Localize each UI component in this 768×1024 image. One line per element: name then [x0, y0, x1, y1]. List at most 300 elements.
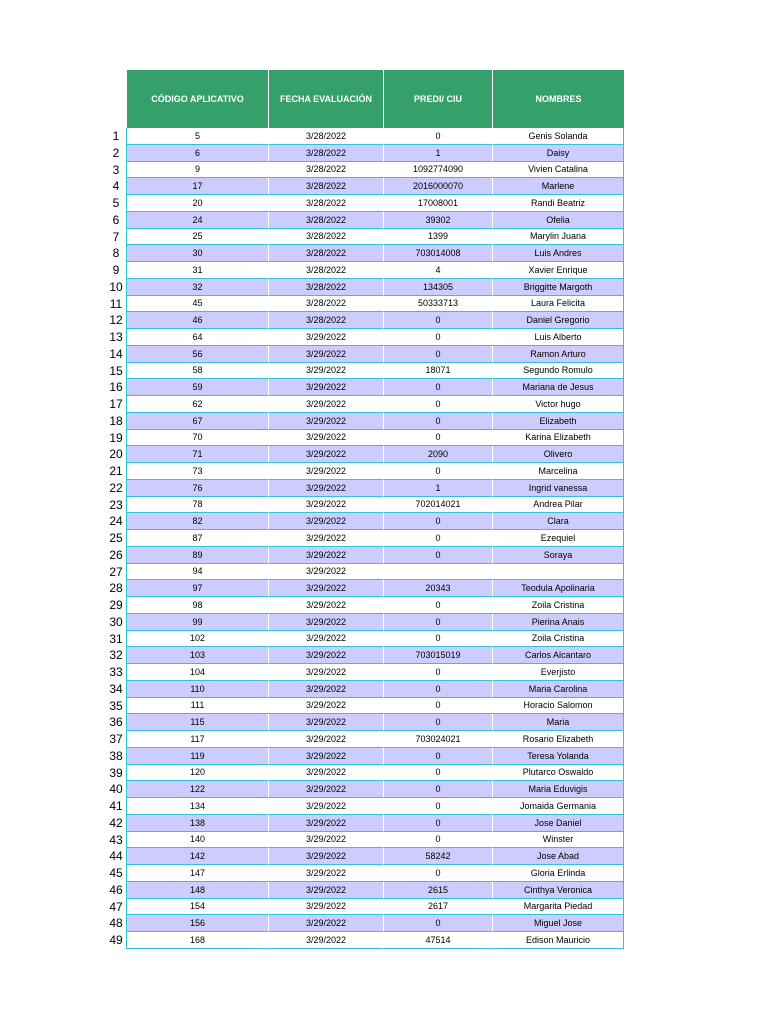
table-row[interactable]: [106, 848, 624, 865]
cell-nombre[interactable]: Miguel Jose: [493, 915, 624, 932]
table-row[interactable]: [106, 815, 624, 832]
cell-fecha-evaluacion[interactable]: 3/29/2022: [269, 580, 384, 597]
cell-nombre[interactable]: Marylin Juana: [493, 229, 624, 246]
cell-fecha-evaluacion[interactable]: 3/28/2022: [269, 162, 384, 179]
table-row[interactable]: [106, 614, 624, 631]
cell-codigo-aplicativo[interactable]: 64: [127, 329, 269, 346]
cell-codigo-aplicativo[interactable]: 70: [127, 430, 269, 447]
cell-fecha-evaluacion[interactable]: 3/29/2022: [269, 480, 384, 497]
table-row[interactable]: [106, 781, 624, 798]
cell-codigo-aplicativo[interactable]: 147: [127, 865, 269, 882]
table-row[interactable]: [106, 631, 624, 648]
cell-codigo-aplicativo[interactable]: 138: [127, 815, 269, 832]
cell-predi-ciu[interactable]: 0: [384, 714, 493, 731]
row-number: 18: [106, 413, 127, 430]
cell-fecha-evaluacion[interactable]: 3/28/2022: [269, 229, 384, 246]
cell-nombre[interactable]: Vivien Catalina: [493, 162, 624, 179]
cell-codigo-aplicativo[interactable]: 115: [127, 714, 269, 731]
cell-codigo-aplicativo[interactable]: 89: [127, 547, 269, 564]
cell-predi-ciu[interactable]: 0: [384, 413, 493, 430]
cell-fecha-evaluacion[interactable]: 3/29/2022: [269, 413, 384, 430]
table-body: [106, 128, 624, 949]
cell-nombre[interactable]: Luis Alberto: [493, 329, 624, 346]
table-row[interactable]: [106, 480, 624, 497]
cell-fecha-evaluacion[interactable]: 3/29/2022: [269, 848, 384, 865]
row-number: 33: [106, 664, 127, 681]
cell-fecha-evaluacion[interactable]: 3/29/2022: [269, 513, 384, 530]
cell-predi-ciu[interactable]: 2615: [384, 882, 493, 899]
cell-codigo-aplicativo[interactable]: 102: [127, 631, 269, 648]
cell-fecha-evaluacion[interactable]: 3/29/2022: [269, 664, 384, 681]
cell-predi-ciu[interactable]: 134305: [384, 279, 493, 296]
cell-predi-ciu[interactable]: 2090: [384, 446, 493, 463]
cell-fecha-evaluacion[interactable]: 3/28/2022: [269, 296, 384, 313]
row-number: 34: [106, 681, 127, 698]
row-number: 26: [106, 547, 127, 564]
cell-codigo-aplicativo[interactable]: 103: [127, 647, 269, 664]
cell-predi-ciu[interactable]: 0: [384, 379, 493, 396]
cell-predi-ciu[interactable]: 0: [384, 614, 493, 631]
row-number: 11: [106, 296, 127, 313]
cell-codigo-aplicativo[interactable]: 78: [127, 497, 269, 514]
cell-codigo-aplicativo[interactable]: 46: [127, 312, 269, 329]
cell-codigo-aplicativo[interactable]: 98: [127, 597, 269, 614]
row-number: 48: [106, 915, 127, 932]
row-number: 25: [106, 530, 127, 547]
cell-predi-ciu[interactable]: 0: [384, 781, 493, 798]
cell-predi-ciu[interactable]: 18071: [384, 363, 493, 380]
cell-predi-ciu[interactable]: 39302: [384, 212, 493, 229]
cell-codigo-aplicativo[interactable]: 62: [127, 396, 269, 413]
cell-fecha-evaluacion[interactable]: 3/29/2022: [269, 497, 384, 514]
cell-codigo-aplicativo[interactable]: 148: [127, 882, 269, 899]
cell-predi-ciu[interactable]: 0: [384, 765, 493, 782]
table-row[interactable]: [106, 329, 624, 346]
cell-nombre[interactable]: Ofelia: [493, 212, 624, 229]
row-number: 39: [106, 765, 127, 782]
row-number: 29: [106, 597, 127, 614]
cell-fecha-evaluacion[interactable]: 3/28/2022: [269, 212, 384, 229]
row-number: 21: [106, 463, 127, 480]
cell-codigo-aplicativo[interactable]: 134: [127, 798, 269, 815]
cell-codigo-aplicativo[interactable]: 6: [127, 145, 269, 162]
cell-codigo-aplicativo[interactable]: 76: [127, 480, 269, 497]
cell-nombre[interactable]: Genis Solanda: [493, 128, 624, 145]
row-number: 4: [106, 178, 127, 195]
row-number: 14: [106, 346, 127, 363]
cell-fecha-evaluacion[interactable]: 3/29/2022: [269, 731, 384, 748]
cell-predi-ciu[interactable]: 0: [384, 513, 493, 530]
cell-codigo-aplicativo[interactable]: 120: [127, 765, 269, 782]
cell-nombre[interactable]: Jose Abad: [493, 848, 624, 865]
cell-codigo-aplicativo[interactable]: 82: [127, 513, 269, 530]
cell-predi-ciu[interactable]: 50333713: [384, 296, 493, 313]
cell-fecha-evaluacion[interactable]: 3/29/2022: [269, 781, 384, 798]
table-row[interactable]: [106, 245, 624, 262]
row-number: 24: [106, 513, 127, 530]
header-predi-ciu[interactable]: PREDI/ CIU: [384, 70, 493, 128]
row-number: 19: [106, 430, 127, 447]
table-row[interactable]: [106, 379, 624, 396]
row-number: 16: [106, 379, 127, 396]
cell-fecha-evaluacion[interactable]: 3/28/2022: [269, 312, 384, 329]
cell-predi-ciu[interactable]: 703014008: [384, 245, 493, 262]
table-row[interactable]: [106, 229, 624, 246]
table-row[interactable]: [106, 765, 624, 782]
table-row[interactable]: [106, 832, 624, 849]
cell-predi-ciu[interactable]: 0: [384, 312, 493, 329]
cell-predi-ciu[interactable]: 0: [384, 346, 493, 363]
cell-predi-ciu[interactable]: 1: [384, 480, 493, 497]
cell-codigo-aplicativo[interactable]: 17: [127, 178, 269, 195]
row-number: 13: [106, 329, 127, 346]
cell-codigo-aplicativo[interactable]: 119: [127, 748, 269, 765]
table-row[interactable]: [106, 681, 624, 698]
row-number: 38: [106, 748, 127, 765]
cell-nombre[interactable]: Margarita Piedad: [493, 899, 624, 916]
header-codigo-aplicativo[interactable]: CÓDIGO APLICATIVO: [127, 70, 269, 128]
row-number: 5: [106, 195, 127, 212]
row-number: 10: [106, 279, 127, 296]
cell-nombre[interactable]: Zoila Cristina: [493, 631, 624, 648]
table-row[interactable]: [106, 530, 624, 547]
cell-predi-ciu[interactable]: 4: [384, 262, 493, 279]
cell-predi-ciu[interactable]: 0: [384, 547, 493, 564]
cell-predi-ciu[interactable]: 0: [384, 329, 493, 346]
table-row[interactable]: [106, 597, 624, 614]
table-row[interactable]: [106, 446, 624, 463]
cell-fecha-evaluacion[interactable]: 3/29/2022: [269, 899, 384, 916]
cell-nombre[interactable]: Daisy: [493, 145, 624, 162]
cell-fecha-evaluacion[interactable]: 3/29/2022: [269, 647, 384, 664]
cell-nombre[interactable]: Edison Mauricio: [493, 932, 624, 949]
cell-fecha-evaluacion[interactable]: 3/29/2022: [269, 329, 384, 346]
cell-fecha-evaluacion[interactable]: 3/29/2022: [269, 748, 384, 765]
cell-codigo-aplicativo[interactable]: 30: [127, 245, 269, 262]
cell-fecha-evaluacion[interactable]: 3/29/2022: [269, 681, 384, 698]
cell-predi-ciu[interactable]: 0: [384, 915, 493, 932]
cell-fecha-evaluacion[interactable]: 3/28/2022: [269, 178, 384, 195]
cell-nombre[interactable]: Everjisto: [493, 664, 624, 681]
cell-fecha-evaluacion[interactable]: 3/29/2022: [269, 547, 384, 564]
table-row[interactable]: [106, 899, 624, 916]
cell-predi-ciu[interactable]: 703015019: [384, 647, 493, 664]
cell-fecha-evaluacion[interactable]: 3/29/2022: [269, 815, 384, 832]
cell-predi-ciu[interactable]: 0: [384, 463, 493, 480]
cell-fecha-evaluacion[interactable]: 3/28/2022: [269, 279, 384, 296]
cell-codigo-aplicativo[interactable]: 156: [127, 915, 269, 932]
table-row[interactable]: [106, 698, 624, 715]
cell-codigo-aplicativo[interactable]: 56: [127, 346, 269, 363]
row-number: 15: [106, 363, 127, 380]
table-row[interactable]: [106, 798, 624, 815]
table-row[interactable]: [106, 413, 624, 430]
row-number: 42: [106, 815, 127, 832]
table-row[interactable]: [106, 363, 624, 380]
cell-nombre[interactable]: Horacio Salomon: [493, 698, 624, 715]
row-number: 31: [106, 631, 127, 648]
cell-codigo-aplicativo[interactable]: 87: [127, 530, 269, 547]
cell-nombre[interactable]: Segundo Romulo: [493, 363, 624, 380]
cell-fecha-evaluacion[interactable]: 3/29/2022: [269, 714, 384, 731]
cell-fecha-evaluacion[interactable]: 3/28/2022: [269, 128, 384, 145]
table-row[interactable]: [106, 714, 624, 731]
cell-nombre[interactable]: Marcelina: [493, 463, 624, 480]
cell-nombre[interactable]: Teresa Yolanda: [493, 748, 624, 765]
table-row[interactable]: [106, 430, 624, 447]
cell-nombre[interactable]: Zoila Cristina: [493, 597, 624, 614]
cell-codigo-aplicativo[interactable]: 154: [127, 899, 269, 916]
cell-codigo-aplicativo[interactable]: 71: [127, 446, 269, 463]
cell-fecha-evaluacion[interactable]: 3/29/2022: [269, 363, 384, 380]
row-number: 35: [106, 698, 127, 715]
cell-predi-ciu[interactable]: 0: [384, 530, 493, 547]
row-number: 40: [106, 781, 127, 798]
cell-nombre[interactable]: Maria: [493, 714, 624, 731]
cell-nombre[interactable]: Clara: [493, 513, 624, 530]
cell-codigo-aplicativo[interactable]: 32: [127, 279, 269, 296]
cell-predi-ciu[interactable]: 2617: [384, 899, 493, 916]
row-number: 41: [106, 798, 127, 815]
row-number: 12: [106, 312, 127, 329]
cell-predi-ciu[interactable]: [384, 564, 493, 581]
row-number: 47: [106, 899, 127, 916]
row-number: 44: [106, 848, 127, 865]
row-number: 49: [106, 932, 127, 949]
cell-codigo-aplicativo[interactable]: 24: [127, 212, 269, 229]
cell-fecha-evaluacion[interactable]: 3/28/2022: [269, 195, 384, 212]
cell-nombre[interactable]: Soraya: [493, 547, 624, 564]
table-row[interactable]: [106, 346, 624, 363]
row-number: 2: [106, 145, 127, 162]
cell-nombre[interactable]: Ezequiel: [493, 530, 624, 547]
cell-nombre[interactable]: Mariana de Jesus: [493, 379, 624, 396]
cell-fecha-evaluacion[interactable]: 3/29/2022: [269, 882, 384, 899]
row-number: 6: [106, 212, 127, 229]
row-number: 36: [106, 714, 127, 731]
cell-fecha-evaluacion[interactable]: 3/29/2022: [269, 932, 384, 949]
cell-codigo-aplicativo[interactable]: 111: [127, 698, 269, 715]
cell-fecha-evaluacion[interactable]: 3/29/2022: [269, 698, 384, 715]
table-row[interactable]: [106, 178, 624, 195]
table-row[interactable]: [106, 664, 624, 681]
cell-nombre[interactable]: Briggitte Margoth: [493, 279, 624, 296]
row-number: 9: [106, 262, 127, 279]
table-row[interactable]: [106, 212, 624, 229]
row-number: 32: [106, 647, 127, 664]
table-row[interactable]: [106, 145, 624, 162]
row-number: 1: [106, 128, 127, 145]
table-row[interactable]: [106, 882, 624, 899]
cell-predi-ciu[interactable]: 703024021: [384, 731, 493, 748]
cell-codigo-aplicativo[interactable]: 73: [127, 463, 269, 480]
cell-fecha-evaluacion[interactable]: 3/29/2022: [269, 915, 384, 932]
cell-fecha-evaluacion[interactable]: 3/29/2022: [269, 564, 384, 581]
cell-nombre[interactable]: Plutarco Oswaldo: [493, 765, 624, 782]
cell-nombre[interactable]: Maria Eduvigis: [493, 781, 624, 798]
table-row[interactable]: [106, 580, 624, 597]
table-row[interactable]: [106, 915, 624, 932]
cell-codigo-aplicativo[interactable]: 58: [127, 363, 269, 380]
table-row[interactable]: [106, 497, 624, 514]
row-number: 20: [106, 446, 127, 463]
cell-nombre[interactable]: [493, 564, 624, 581]
cell-codigo-aplicativo[interactable]: 9: [127, 162, 269, 179]
cell-codigo-aplicativo[interactable]: 168: [127, 932, 269, 949]
cell-fecha-evaluacion[interactable]: 3/29/2022: [269, 798, 384, 815]
cell-predi-ciu[interactable]: 0: [384, 631, 493, 648]
cell-codigo-aplicativo[interactable]: 5: [127, 128, 269, 145]
table-row[interactable]: [106, 195, 624, 212]
cell-nombre[interactable]: Teodula Apolinaria: [493, 580, 624, 597]
cell-predi-ciu[interactable]: 0: [384, 681, 493, 698]
row-number: 7: [106, 229, 127, 246]
cell-fecha-evaluacion[interactable]: 3/29/2022: [269, 530, 384, 547]
spreadsheet-table: [106, 70, 624, 949]
cell-nombre[interactable]: Randi Beatriz: [493, 195, 624, 212]
table-row[interactable]: [106, 748, 624, 765]
cell-nombre[interactable]: Jose Daniel: [493, 815, 624, 832]
cell-codigo-aplicativo[interactable]: 142: [127, 848, 269, 865]
cell-nombre[interactable]: Rosario Elizabeth: [493, 731, 624, 748]
cell-nombre[interactable]: Marlene: [493, 178, 624, 195]
cell-codigo-aplicativo[interactable]: 97: [127, 580, 269, 597]
table-row[interactable]: [106, 396, 624, 413]
cell-nombre[interactable]: Cinthya Veronica: [493, 882, 624, 899]
table-row[interactable]: [106, 262, 624, 279]
cell-predi-ciu[interactable]: 17008001: [384, 195, 493, 212]
cell-predi-ciu[interactable]: 58242: [384, 848, 493, 865]
cell-codigo-aplicativo[interactable]: 99: [127, 614, 269, 631]
cell-codigo-aplicativo[interactable]: 140: [127, 832, 269, 849]
row-number: 23: [106, 497, 127, 514]
cell-predi-ciu[interactable]: 0: [384, 664, 493, 681]
table-row[interactable]: [106, 731, 624, 748]
cell-nombre[interactable]: Daniel Gregorio: [493, 312, 624, 329]
cell-fecha-evaluacion[interactable]: 3/28/2022: [269, 145, 384, 162]
cell-fecha-evaluacion[interactable]: 3/29/2022: [269, 346, 384, 363]
table-row[interactable]: [106, 162, 624, 179]
table-row[interactable]: [106, 932, 624, 949]
table-row[interactable]: [106, 865, 624, 882]
header-fecha-evaluacion[interactable]: FECHA EVALUACIÓN: [269, 70, 384, 128]
cell-codigo-aplicativo[interactable]: 45: [127, 296, 269, 313]
cell-predi-ciu[interactable]: 0: [384, 832, 493, 849]
cell-fecha-evaluacion[interactable]: 3/29/2022: [269, 463, 384, 480]
cell-codigo-aplicativo[interactable]: 59: [127, 379, 269, 396]
cell-nombre[interactable]: Gloria Erlinda: [493, 865, 624, 882]
cell-nombre[interactable]: Andrea Pilar: [493, 497, 624, 514]
cell-predi-ciu[interactable]: 0: [384, 748, 493, 765]
cell-codigo-aplicativo[interactable]: 110: [127, 681, 269, 698]
row-number: 17: [106, 396, 127, 413]
cell-predi-ciu[interactable]: 0: [384, 815, 493, 832]
cell-fecha-evaluacion[interactable]: 3/29/2022: [269, 832, 384, 849]
table-row[interactable]: [106, 513, 624, 530]
cell-codigo-aplicativo[interactable]: 67: [127, 413, 269, 430]
header-nombres[interactable]: NOMBRES: [493, 70, 624, 128]
cell-codigo-aplicativo[interactable]: 94: [127, 564, 269, 581]
cell-predi-ciu[interactable]: 0: [384, 430, 493, 447]
row-number: 46: [106, 882, 127, 899]
cell-predi-ciu[interactable]: 0: [384, 128, 493, 145]
cell-predi-ciu[interactable]: 702014021: [384, 497, 493, 514]
table-row[interactable]: [106, 312, 624, 329]
cell-nombre[interactable]: Ramon Arturo: [493, 346, 624, 363]
table-row[interactable]: [106, 279, 624, 296]
cell-fecha-evaluacion[interactable]: 3/28/2022: [269, 262, 384, 279]
cell-codigo-aplicativo[interactable]: 20: [127, 195, 269, 212]
row-number: 3: [106, 162, 127, 179]
cell-nombre[interactable]: Karina Elizabeth: [493, 430, 624, 447]
cell-nombre[interactable]: Elizabeth: [493, 413, 624, 430]
table-row[interactable]: [106, 564, 624, 581]
cell-nombre[interactable]: Pierina Anais: [493, 614, 624, 631]
cell-fecha-evaluacion[interactable]: 3/29/2022: [269, 614, 384, 631]
cell-codigo-aplicativo[interactable]: 25: [127, 229, 269, 246]
row-number: 37: [106, 731, 127, 748]
table-header-row: [127, 70, 624, 128]
table-row[interactable]: [106, 547, 624, 564]
cell-codigo-aplicativo[interactable]: 117: [127, 731, 269, 748]
table-row[interactable]: [106, 647, 624, 664]
cell-predi-ciu[interactable]: 0: [384, 698, 493, 715]
cell-predi-ciu[interactable]: 2016000070: [384, 178, 493, 195]
cell-predi-ciu[interactable]: 1: [384, 145, 493, 162]
cell-fecha-evaluacion[interactable]: 3/29/2022: [269, 631, 384, 648]
cell-fecha-evaluacion[interactable]: 3/29/2022: [269, 430, 384, 447]
table-row[interactable]: [106, 296, 624, 313]
cell-nombre[interactable]: Victor hugo: [493, 396, 624, 413]
cell-nombre[interactable]: Jomaida Germania: [493, 798, 624, 815]
cell-fecha-evaluacion[interactable]: 3/29/2022: [269, 379, 384, 396]
row-number: 22: [106, 480, 127, 497]
cell-fecha-evaluacion[interactable]: 3/29/2022: [269, 446, 384, 463]
cell-fecha-evaluacion[interactable]: 3/29/2022: [269, 765, 384, 782]
cell-nombre[interactable]: Laura Felicita: [493, 296, 624, 313]
cell-nombre[interactable]: Luis Andres: [493, 245, 624, 262]
table-row[interactable]: [106, 463, 624, 480]
cell-fecha-evaluacion[interactable]: 3/29/2022: [269, 865, 384, 882]
row-number: 28: [106, 580, 127, 597]
cell-nombre[interactable]: Xavier Enrique: [493, 262, 624, 279]
cell-predi-ciu[interactable]: 20343: [384, 580, 493, 597]
cell-codigo-aplicativo[interactable]: 104: [127, 664, 269, 681]
cell-codigo-aplicativo[interactable]: 31: [127, 262, 269, 279]
table-row[interactable]: [106, 128, 624, 145]
cell-codigo-aplicativo[interactable]: 122: [127, 781, 269, 798]
cell-nombre[interactable]: Carlos Alcantaro: [493, 647, 624, 664]
cell-predi-ciu[interactable]: 0: [384, 396, 493, 413]
cell-predi-ciu[interactable]: 1399: [384, 229, 493, 246]
cell-fecha-evaluacion[interactable]: 3/28/2022: [269, 245, 384, 262]
cell-nombre[interactable]: Olivero: [493, 446, 624, 463]
cell-nombre[interactable]: Ingrid vanessa: [493, 480, 624, 497]
cell-nombre[interactable]: Winster: [493, 832, 624, 849]
cell-predi-ciu[interactable]: 47514: [384, 932, 493, 949]
row-number: 43: [106, 832, 127, 849]
row-number: 27: [106, 564, 127, 581]
cell-fecha-evaluacion[interactable]: 3/29/2022: [269, 597, 384, 614]
cell-predi-ciu[interactable]: 0: [384, 597, 493, 614]
cell-predi-ciu[interactable]: 1092774090: [384, 162, 493, 179]
cell-fecha-evaluacion[interactable]: 3/29/2022: [269, 396, 384, 413]
cell-predi-ciu[interactable]: 0: [384, 865, 493, 882]
row-number: 45: [106, 865, 127, 882]
row-number: 8: [106, 245, 127, 262]
cell-nombre[interactable]: Maria Carolina: [493, 681, 624, 698]
cell-predi-ciu[interactable]: 0: [384, 798, 493, 815]
